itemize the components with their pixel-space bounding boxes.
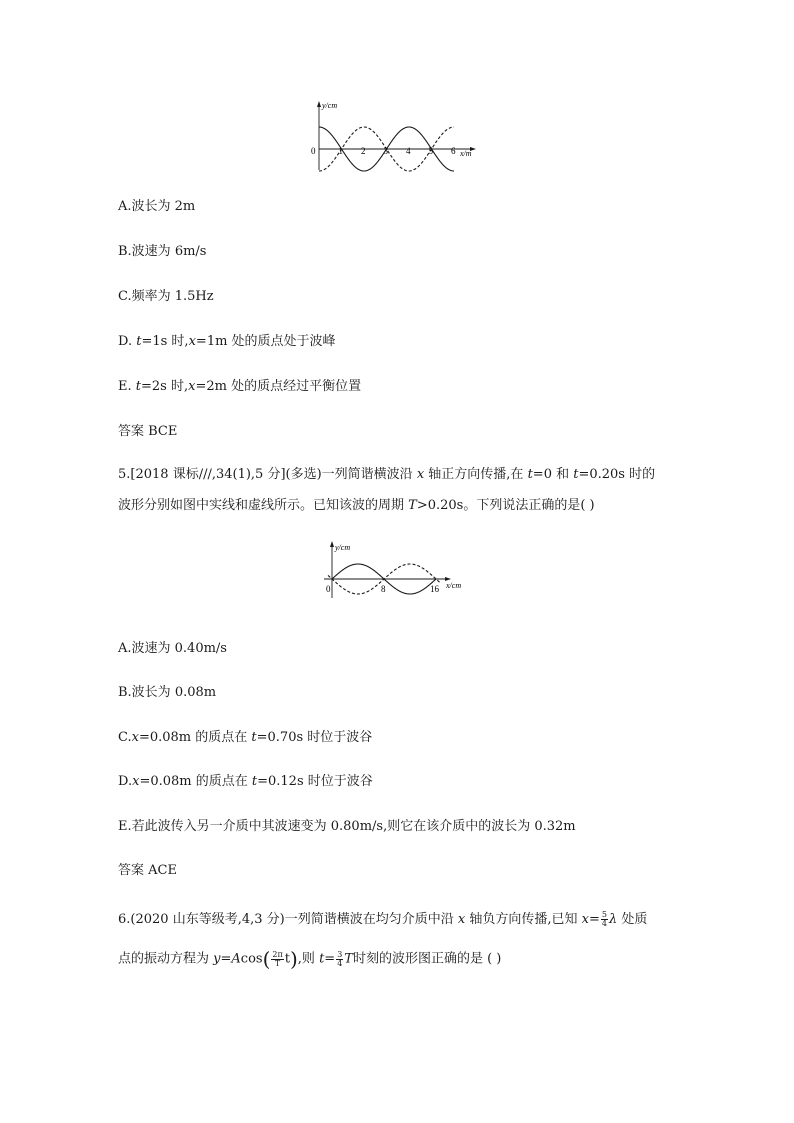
q5-stem-line-2: 波形分别如图中实线和虚线所示。已知该波的周期 T>0.20s。下列说法正确的是( ) xyxy=(118,498,595,513)
q4-answer: 答案 BCE xyxy=(118,424,178,439)
fraction: $\frac{5}{4}$ xyxy=(601,910,607,928)
q5-option-a: A.波速为 0.40m/s xyxy=(118,641,227,656)
text: =1s 时, xyxy=(141,334,189,349)
q5-option-d: D.x=0.08m 的质点在 t=0.12s 时位于波谷 xyxy=(118,774,373,789)
y-axis-label: y/cm xyxy=(335,543,351,552)
q5-stem-line-1: 5.[2018 课标///,34(1),5 分](多选)一列简谐横波沿 x 轴正方向传播,在 t=0 和 t=0.20s 时的 xyxy=(118,467,656,482)
x-tick-label: 6 xyxy=(451,146,456,156)
q5-option-e: E.若此波传入另一介质中其波速变为 0.80m/s,则它在该介质中的波长为 0.32m xyxy=(118,819,576,834)
x-tick-label: 8 xyxy=(381,584,386,594)
q5-option-c: C.x=0.08m 的质点在 t=0.70s 时位于波谷 xyxy=(118,730,373,745)
fraction: $\frac{3}{4}$ xyxy=(337,949,343,968)
wave-figure-1 xyxy=(305,98,485,178)
x-tick-label: 4 xyxy=(406,146,411,156)
q6-stem-line-2: 点的振动方程为 y=Acos( $\frac{2\pi}{T}$ t),则 t= $\frac{3}{4}$ T时刻的波形图正确的是 ( ) xyxy=(118,947,502,971)
origin-label: 0 xyxy=(311,146,316,156)
var-t: t xyxy=(136,334,142,349)
x-axis-label: x/cm xyxy=(446,581,462,590)
x-axis-label: x/m xyxy=(460,149,472,158)
var-t: t xyxy=(135,379,141,394)
x-tick-label: 1 xyxy=(338,146,343,156)
q4-option-a: A.波长为 2m xyxy=(118,199,196,214)
origin-label: 0 xyxy=(326,584,331,594)
q4-option-d: D. t=1s 时,x=1m 处的质点处于波峰 xyxy=(118,334,336,349)
q4-option-b: B.波速为 6m/s xyxy=(118,244,207,259)
var-x: x xyxy=(188,334,196,349)
fraction: $\frac{2\pi}{T}$ xyxy=(272,949,283,968)
text: =2m 处的质点经过平衡位置 xyxy=(195,379,362,394)
x-tick-label: 16 xyxy=(430,584,439,594)
x-tick-label: 2 xyxy=(361,146,366,156)
q5-answer: 答案 ACE xyxy=(118,863,177,878)
q5-option-b: B.波长为 0.08m xyxy=(118,685,217,700)
wave-figure-2 xyxy=(320,540,470,602)
text: =1m 处的质点处于波峰 xyxy=(195,334,336,349)
q6-stem-line-1: 6.(2020 山东等级考,4,3 分)一列简谐横波在均匀介质中沿 x 轴负方向传播,已知 x= $\frac{5}{4}$ λ 处质 xyxy=(118,910,648,928)
x-tick-label: 5 xyxy=(428,146,433,156)
x-tick-label: 3 xyxy=(383,146,388,156)
text: =2s 时, xyxy=(141,379,189,394)
var-x: x xyxy=(188,379,196,394)
q4-option-e: E. t=2s 时,x=2m 处的质点经过平衡位置 xyxy=(118,379,362,394)
q4-option-c: C.频率为 1.5Hz xyxy=(118,289,214,304)
y-axis-label: y/cm xyxy=(322,101,338,110)
